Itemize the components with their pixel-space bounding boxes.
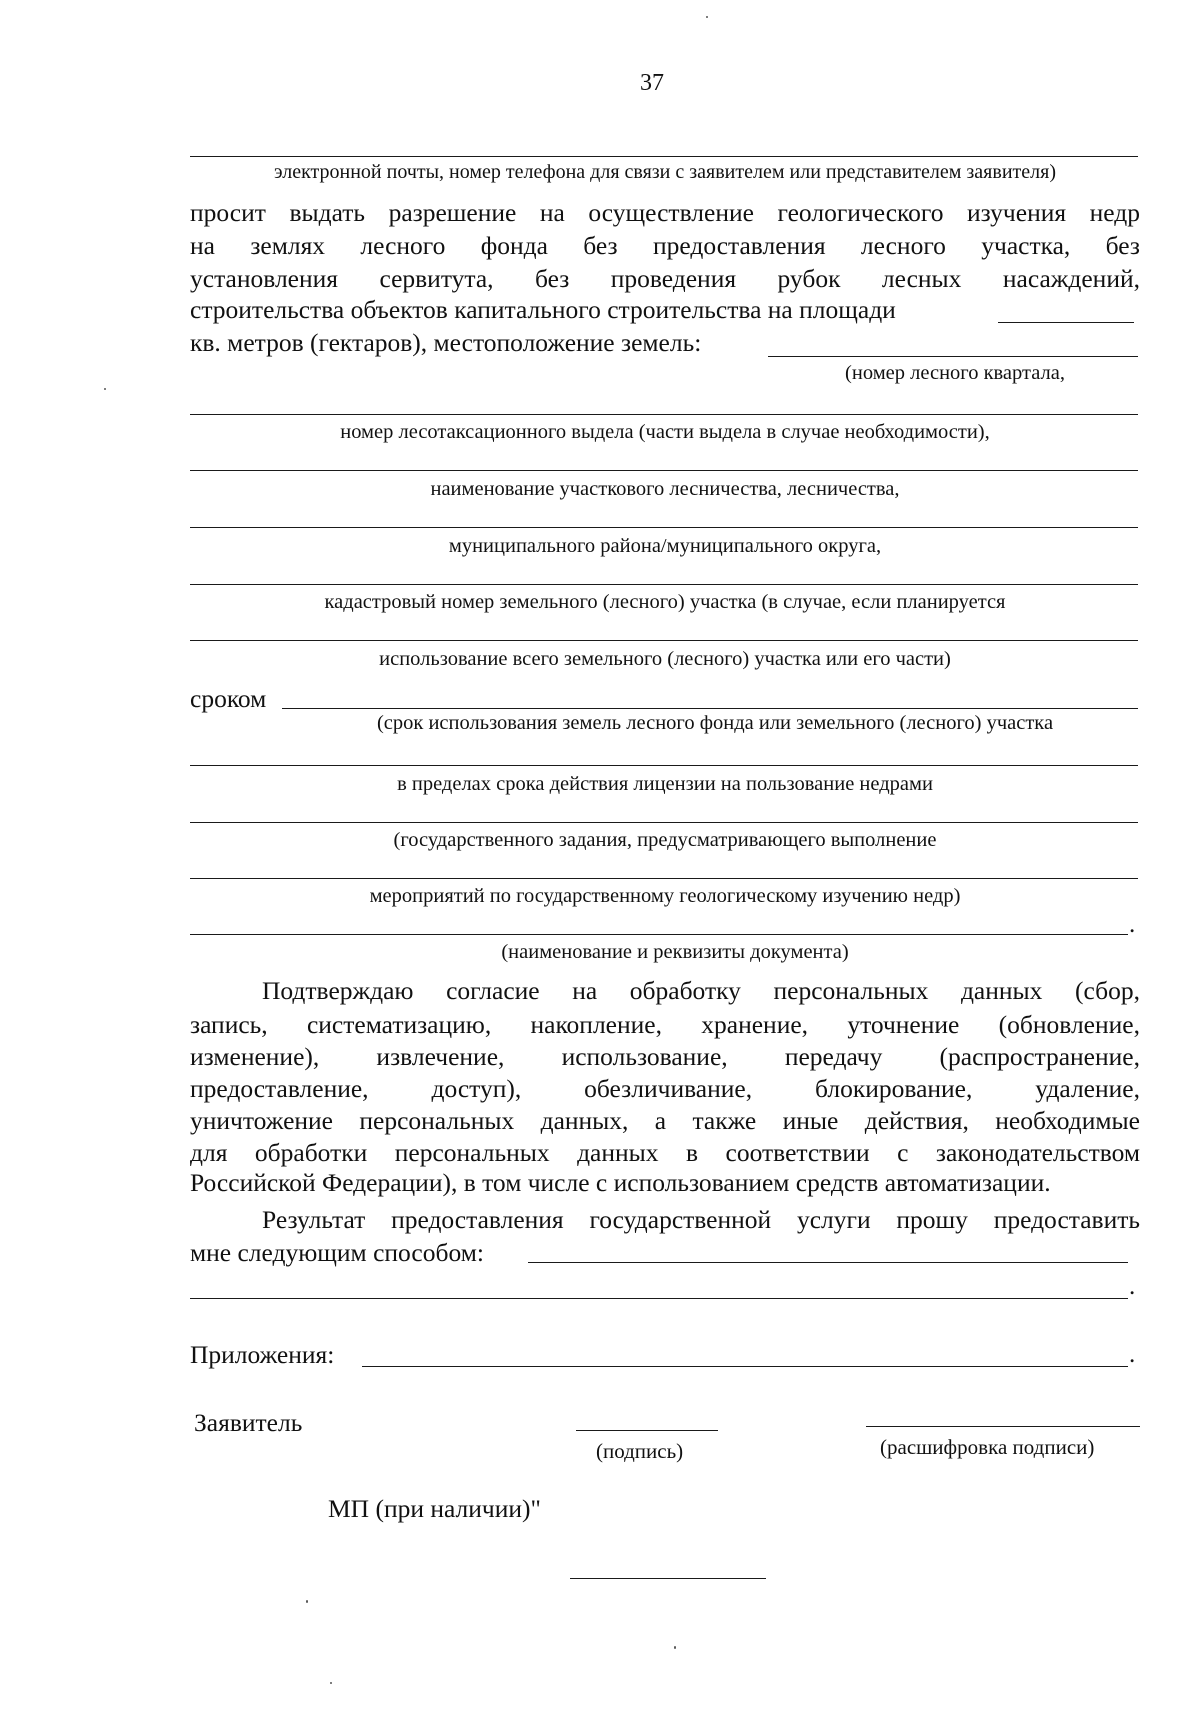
- use-part-line[interactable]: [190, 640, 1138, 641]
- forest-quarter-caption: (номер лесного квартала,: [845, 362, 1065, 384]
- request-line-1: просит выдать разрешение на осуществление геологического изучения недр: [190, 198, 1140, 227]
- attachments-label: Приложения:: [190, 1340, 335, 1369]
- consent-line-7: Российской Федерации), в том числе с использованием средств автоматизации.: [190, 1168, 1051, 1197]
- attachments-period: .: [1129, 1341, 1136, 1368]
- state-task-line[interactable]: [190, 822, 1138, 823]
- measures-line[interactable]: [190, 878, 1138, 879]
- consent-line-2: запись, систематизацию, накопление, хранение, уточнение (обновление,: [190, 1010, 1140, 1039]
- delivery-method-field[interactable]: [528, 1262, 1128, 1263]
- page-number: 37: [640, 70, 664, 96]
- doc-name-line[interactable]: [190, 934, 1128, 935]
- measures-caption: мероприятий по государственному геологическому изучению недр): [369, 885, 961, 907]
- signature-decode-field[interactable]: [866, 1426, 1140, 1427]
- seal-note: МП (при наличии)": [328, 1494, 541, 1523]
- scan-speck: [104, 388, 106, 390]
- contacts-line[interactable]: [190, 156, 1138, 157]
- cadastral-caption: кадастровый номер земельного (лесного) участка (в случае, если планируется: [324, 591, 1006, 613]
- cadastral-line[interactable]: [190, 584, 1138, 585]
- request-line-5: кв. метров (гектаров), местоположение земель:: [190, 328, 702, 357]
- doc-name-period: .: [1129, 911, 1136, 938]
- signature-field[interactable]: [576, 1430, 718, 1431]
- delivery-period: .: [1129, 1273, 1136, 1300]
- area-field[interactable]: [998, 322, 1134, 323]
- term-label: сроком: [190, 684, 267, 713]
- term-field[interactable]: [282, 708, 1138, 709]
- location-field[interactable]: [768, 356, 1138, 357]
- scan-speck: [306, 1600, 308, 1603]
- consent-line-3: изменение), извлечение, использование, передачу (распространение,: [190, 1042, 1140, 1071]
- term-caption: (срок использования земель лесного фонда или земельного (лесного) участка: [376, 712, 1054, 734]
- result-line-2: мне следующим способом:: [190, 1238, 484, 1267]
- delivery-method-field-2[interactable]: [190, 1298, 1128, 1299]
- consent-line-1: Подтверждаю согласие на обработку персональных данных (сбор,: [262, 976, 1140, 1005]
- consent-line-5: уничтожение персональных данных, а также иные действия, необходимые: [190, 1106, 1140, 1135]
- doc-name-caption: (наименование и реквизиты документа): [501, 941, 849, 963]
- scan-speck: [706, 16, 708, 18]
- district-line[interactable]: [190, 527, 1138, 528]
- consent-line-4: предоставление, доступ), обезличивание, блокирование, удаление,: [190, 1074, 1140, 1103]
- request-line-4: строительства объектов капитального строительства на площади: [190, 295, 896, 324]
- allotment-caption: номер лесотаксационного выдела (части выдела в случае необходимости),: [340, 421, 990, 443]
- scan-speck: [674, 1646, 676, 1649]
- license-line[interactable]: [190, 765, 1138, 766]
- applicant-label: Заявитель: [194, 1408, 303, 1437]
- closing-rule: [570, 1578, 766, 1579]
- consent-line-6: для обработки персональных данных в соответствии с законодательством: [190, 1138, 1140, 1167]
- state-task-caption: (государственного задания, предусматривающего выполнение: [393, 829, 937, 851]
- signature-caption: (подпись): [596, 1439, 684, 1463]
- use-part-caption: использование всего земельного (лесного) участка или его части): [379, 648, 951, 670]
- signature-decode-caption: (расшифровка подписи): [880, 1435, 1095, 1459]
- forestry-caption: наименование участкового лесничества, лесничества,: [430, 478, 900, 500]
- forestry-line[interactable]: [190, 470, 1138, 471]
- contacts-caption: электронной почты, номер телефона для связи с заявителем или представителем заявителя): [274, 161, 1056, 183]
- allotment-line[interactable]: [190, 414, 1138, 415]
- district-caption: муниципального района/муниципального округа,: [448, 535, 882, 557]
- result-line-1: Результат предоставления государственной услуги прошу предоставить: [262, 1205, 1140, 1234]
- request-line-2: на землях лесного фонда без предоставления лесного участка, без: [190, 231, 1140, 260]
- attachments-field[interactable]: [362, 1366, 1128, 1367]
- scan-speck: [330, 1682, 332, 1684]
- request-line-3: установления сервитута, без проведения рубок лесных насаждений,: [190, 264, 1140, 293]
- license-caption: в пределах срока действия лицензии на пользование недрами: [397, 773, 933, 795]
